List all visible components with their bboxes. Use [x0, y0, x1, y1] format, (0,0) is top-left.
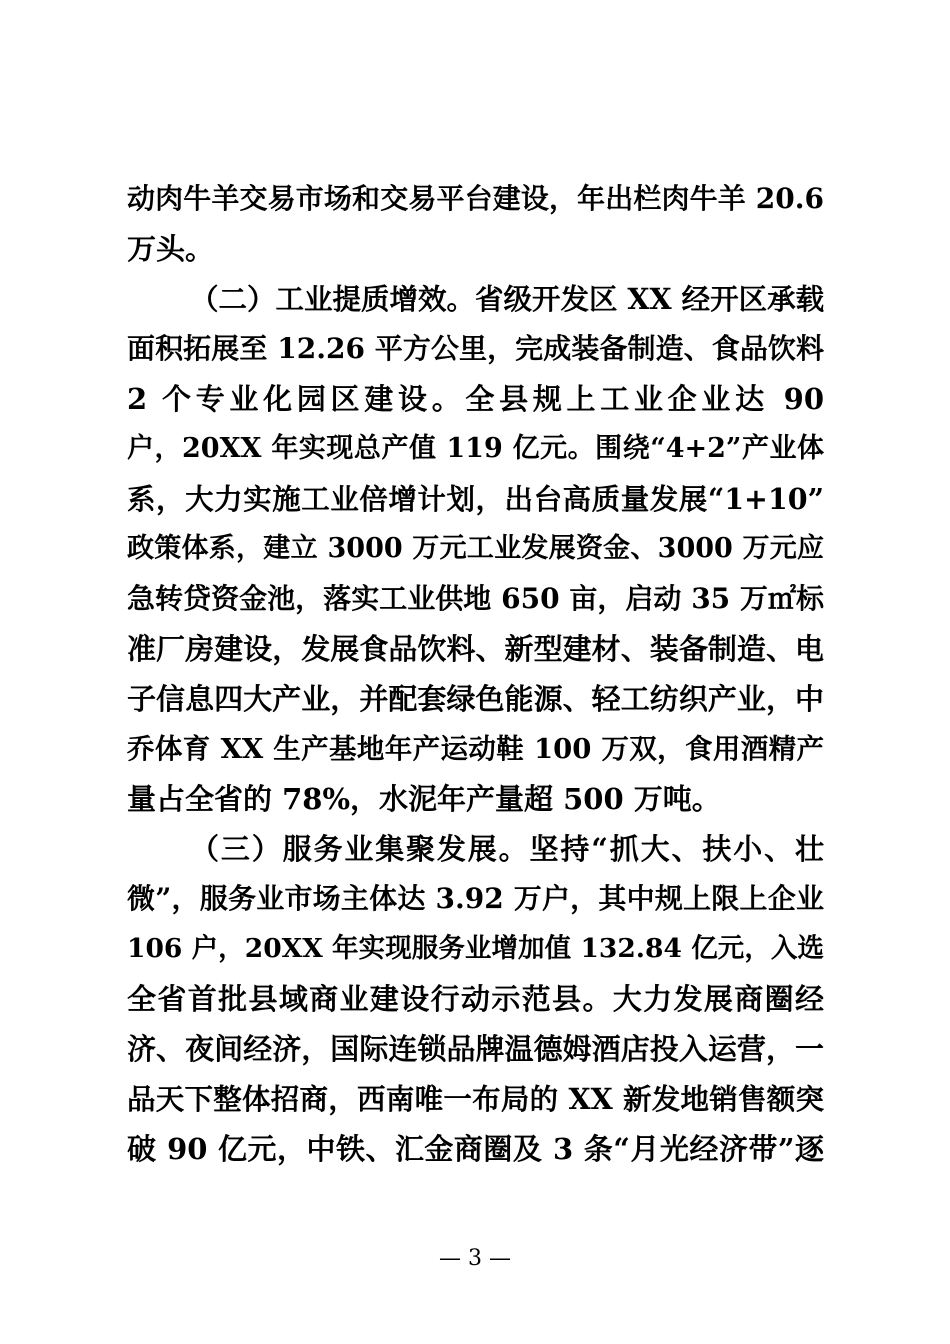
page-number: — 3 —: [439, 1246, 511, 1271]
text-line-16: 106 户，20XX 年实现服务业增加值 132.84 亿元，入选: [127, 933, 824, 964]
section-3-heading-line: （三）服务业集聚发展。坚持“抓大、扶小、壮: [190, 832, 824, 866]
section-2-heading-line: （二）工业提质增效。省级开发区 XX 经开区承载: [190, 282, 825, 316]
text-line-9: 急转贷资金池，落实工业供地 650 亩，启动 35 万㎡标: [127, 582, 824, 615]
text-line-15: 微”，服务业市场主体达 3.92 万户，其中规上限上企业: [127, 882, 824, 915]
text-line-6: 户，20XX 年实现总产值 119 亿元。围绕“4+2”产业体: [127, 433, 824, 464]
text-line-7: 系，大力实施工业倍增计划，出台高质量发展“1+10”: [127, 482, 824, 516]
text-line-1: 动肉牛羊交易市场和交易平台建设，年出栏肉牛羊 20.6: [127, 182, 824, 215]
text-line-10: 准厂房建设，发展食品饮料、新型建材、装备制造、电: [127, 632, 824, 666]
text-line-2: 万头。: [127, 232, 215, 266]
text-line-11: 子信息四大产业，并配套绿色能源、轻工纺织产业，中: [127, 682, 824, 716]
text-line-20: 破 90 亿元，中铁、汇金商圈及 3 条“月光经济带”逐: [127, 1132, 824, 1166]
text-line-13: 量占全省的 78%，水泥年产量超 500 万吨。: [127, 782, 721, 816]
text-line-19: 品天下整体招商，西南唯一布局的 XX 新发地销售额突: [127, 1082, 824, 1116]
text-line-5: 2 个专业化园区建设。全县规上工业企业达 90: [127, 382, 824, 416]
text-line-12: 乔体育 XX 生产基地年产运动鞋 100 万双，食用酒精产: [127, 733, 824, 765]
text-line-8: 政策体系，建立 3000 万元工业发展资金、3000 万元应: [127, 533, 824, 564]
text-line-18: 济、夜间经济，国际连锁品牌温德姆酒店投入运营，一: [127, 1032, 824, 1066]
text-line-4: 面积拓展至 12.26 平方公里，完成装备制造、食品饮料: [127, 332, 824, 365]
text-line-17: 全省首批县域商业建设行动示范县。大力发展商圈经: [127, 982, 824, 1016]
